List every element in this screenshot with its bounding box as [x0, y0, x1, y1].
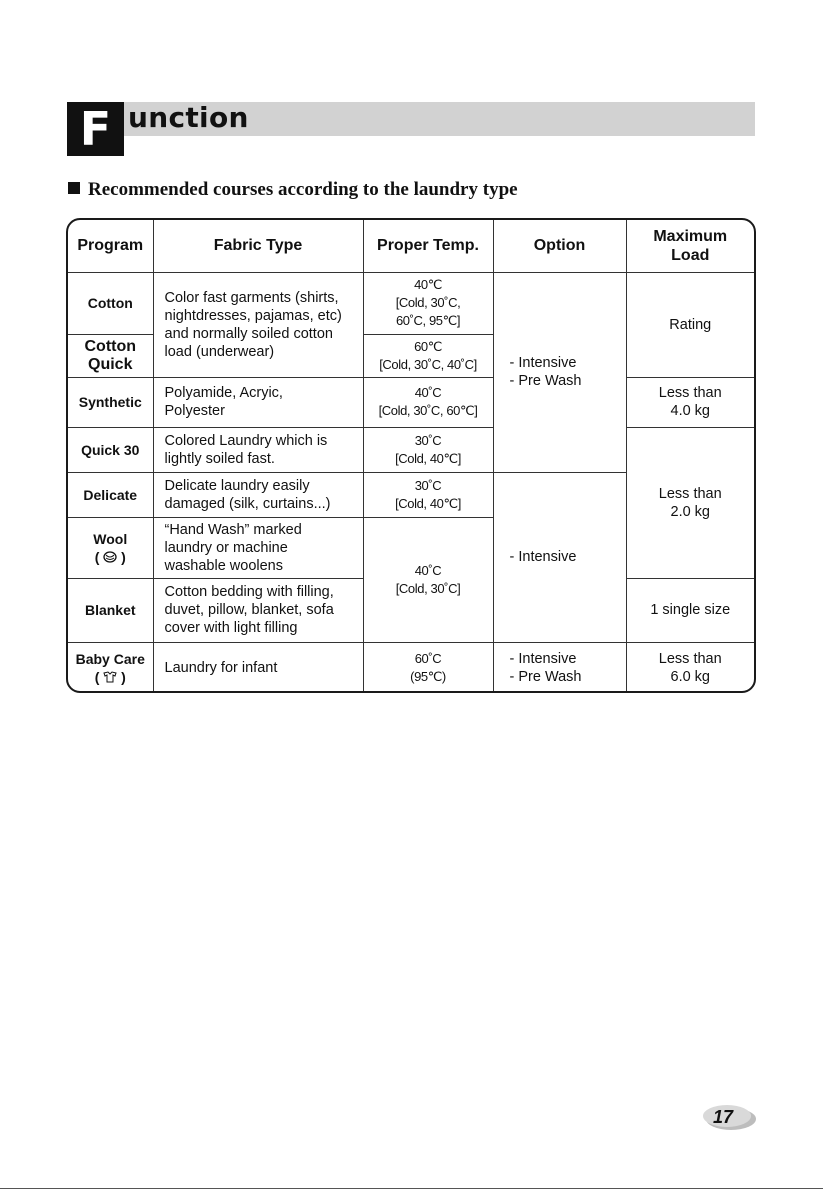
program-baby-care	[68, 642, 153, 693]
wool-symbol: ( )	[94, 548, 126, 565]
program-cotton-quick	[68, 334, 153, 377]
fabric-baby-care: Laundry for infant	[153, 642, 363, 693]
header-title: unction	[128, 101, 249, 134]
temp-line: [Cold, 30˚C,	[395, 295, 461, 310]
fabric-line: “Hand Wash” marked	[164, 521, 302, 538]
program-line: Cotton	[84, 337, 137, 355]
header-maximum-load	[626, 220, 754, 272]
fabric-wool	[153, 517, 363, 578]
header-load-line1: Maximum	[653, 227, 728, 245]
load-line: 4.0 kg	[670, 403, 710, 419]
temp-line: [Cold, 40℃]	[395, 450, 461, 466]
load-line: Less than	[658, 385, 722, 401]
load-group-2	[626, 427, 754, 578]
program-line: Baby Care	[75, 650, 145, 667]
option-line: - Pre Wash	[509, 373, 582, 389]
fabric-line: washable woolens	[164, 557, 283, 574]
program-line: Wool	[93, 530, 128, 547]
temp-line: 40℃	[414, 277, 442, 292]
fabric-line: nightdresses, pajamas, etc)	[164, 307, 342, 324]
program-line: Quick	[88, 355, 133, 373]
yarn-ball-icon	[103, 551, 117, 563]
fabric-line: Colored Laundry which is	[164, 432, 328, 449]
baby-clothes-icon	[103, 671, 117, 683]
fabric-line: load (underwear)	[164, 343, 275, 360]
load-synthetic	[626, 377, 754, 427]
table-header-row	[68, 220, 754, 272]
load-line: Less than	[658, 650, 722, 667]
load-line: 6.0 kg	[670, 668, 710, 685]
fabric-line: lightly soiled fast.	[164, 450, 275, 467]
header-fabric-type: Fabric Type	[153, 220, 363, 272]
load-blanket: 1 single size	[626, 578, 754, 642]
option-baby-care	[493, 642, 626, 693]
subtitle-text: Recommended courses according to the laundry type	[88, 179, 518, 200]
fabric-line: Color fast garments (shirts,	[164, 289, 339, 306]
option-line: - Intensive	[509, 650, 577, 667]
header-load-line2: Load	[671, 246, 710, 264]
table-row	[68, 272, 754, 334]
load-cotton: Rating	[626, 272, 754, 377]
header-proper-temp: Proper Temp.	[363, 220, 493, 272]
temp-wool-blanket	[363, 517, 493, 642]
program-delicate: Delicate	[68, 472, 153, 517]
fabric-line: duvet, pillow, blanket, sofa	[164, 602, 334, 618]
page-number: 17	[712, 1107, 734, 1127]
table-row	[68, 377, 754, 427]
load-line: 2.0 kg	[670, 503, 710, 520]
header-program: Program	[68, 220, 153, 272]
temp-cotton-quick	[363, 334, 493, 377]
program-cotton: Cotton	[68, 272, 153, 334]
bottom-rule	[0, 1188, 823, 1189]
temp-synthetic	[363, 377, 493, 427]
fabric-line: damaged (silk, curtains...)	[164, 495, 331, 512]
header-option: Option	[493, 220, 626, 272]
courses-table	[66, 218, 756, 693]
babycare-symbol: ( )	[94, 668, 126, 685]
temp-quick30	[363, 427, 493, 472]
temp-baby-care	[363, 642, 493, 693]
temp-cotton	[363, 272, 493, 334]
temp-line: [Cold, 40℃]	[395, 495, 461, 511]
fabric-cotton	[153, 272, 363, 377]
program-quick30: Quick 30	[68, 427, 153, 472]
temp-line: 30˚C	[414, 477, 442, 493]
option-line: - Intensive	[509, 355, 577, 371]
program-blanket: Blanket	[68, 578, 153, 642]
temp-line: [Cold, 30˚C, 40˚C]	[379, 356, 477, 372]
fabric-quick30	[153, 427, 363, 472]
load-line: Less than	[658, 485, 722, 502]
temp-line: 60℃	[414, 338, 442, 354]
table-row	[68, 427, 754, 472]
table-row	[68, 642, 754, 693]
fabric-synthetic	[153, 377, 363, 427]
load-baby-care	[626, 642, 754, 693]
option-group-2: - Intensive	[493, 472, 626, 642]
program-synthetic: Synthetic	[68, 377, 153, 427]
fabric-line: laundry or machine	[164, 539, 288, 556]
fabric-line: and normally soiled cotton	[164, 325, 333, 342]
section-subtitle	[68, 179, 518, 201]
temp-line: 40˚C	[414, 385, 442, 400]
option-line: - Pre Wash	[509, 668, 582, 685]
page-number-badge	[700, 1102, 758, 1132]
fabric-blanket	[153, 578, 363, 642]
temp-line: [Cold, 30˚C]	[395, 580, 461, 596]
bullet-square-icon	[68, 182, 80, 194]
fabric-line: Cotton bedding with filling,	[164, 584, 334, 600]
program-wool	[68, 517, 153, 578]
temp-line: 60˚C	[414, 650, 442, 666]
temp-line: [Cold, 30˚C, 60℃]	[378, 403, 478, 418]
fabric-line: cover with light filling	[164, 620, 298, 636]
fabric-line: Delicate laundry easily	[164, 477, 310, 494]
fabric-line: Polyester	[164, 403, 225, 419]
fabric-line: Polyamide, Acryic,	[164, 385, 283, 401]
temp-line: 30˚C	[414, 432, 442, 448]
option-group-1	[493, 272, 626, 472]
temp-line: 60˚C, 95℃]	[395, 313, 461, 328]
temp-delicate	[363, 472, 493, 517]
fabric-delicate	[153, 472, 363, 517]
temp-line: 40˚C	[414, 562, 442, 578]
temp-line: (95℃)	[410, 668, 446, 684]
header-initial: F	[67, 102, 124, 156]
